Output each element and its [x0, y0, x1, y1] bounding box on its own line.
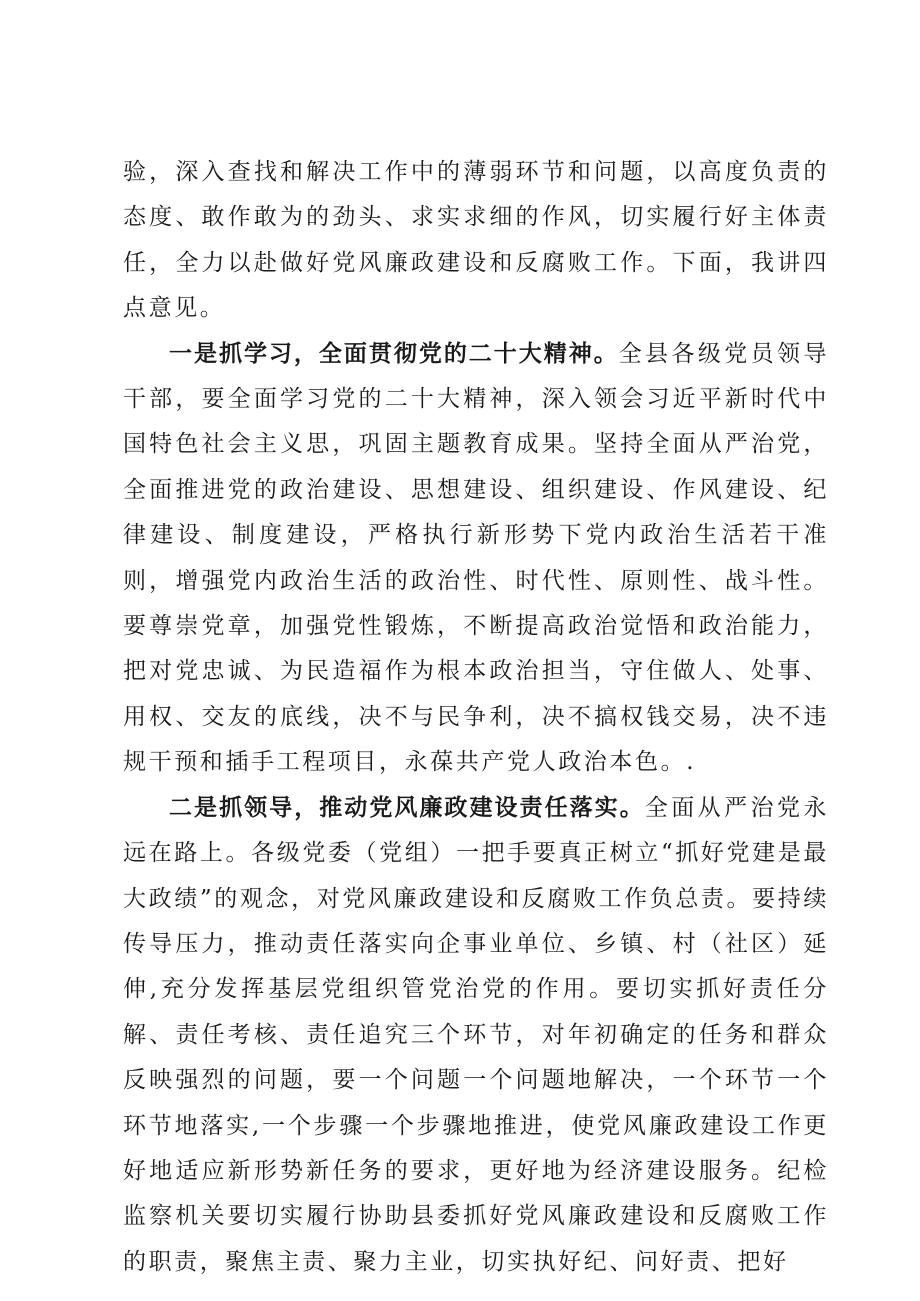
paragraph-text: 全面从严治党永远在路上。各级党委（党组）一把手要真正树立“抓好党建是最大政绩”的观念，对党风廉政建设和反腐败工作负总责。要持续传导压力，推动责任落实向企事业单位、乡镇、村（社区）延伸,充分发挥基层党组织管党治党的作用。要切实抓好责任分解、责任考核、责任追究三个环节，对年初确定的任务和群众反映强烈的问题，要一个问题一个问题地解决，一个环节一个环节地落实,一个步骤一个步骤地推进，使党风廉政建设工作更好地适应新形势新任务的要求，更好地为经济建设服务。纪检监察机关要切实履行协助县委抓好党风廉政建设和反腐败工作的职责，聚焦主责、聚力主业，切实执好纪、问好责、把好 — [123, 794, 829, 1275]
paragraph-text: 验，深入查找和解决工作中的薄弱环节和问题，以高度负责的态度、敢作敢为的劲头、求实求细的作风，切实履行好主体责任，全力以赴做好党风廉政建设和反腐败工作。下面，我讲四点意见。 — [123, 159, 829, 322]
paragraph-leadership — [123, 786, 829, 1285]
paragraph-text: 全县各级党员领导干部，要全面学习党的二十大精神，深入领会习近平新时代中国特色社会主义思，巩固主题教育成果。坚持全面从严治党，全面推进党的政治建设、思想建设、组织建设、作风建设、纪律建设、制度建设，严格执行新形势下党内政治生活若干准则，增强党内政治生活的政治性、时代性、原则性、战斗性。要尊崇党章，加强党性锻炼，不断提高政治觉悟和政治能力，把对党忠诚、为民造福作为根本政治担当，守住做人、处事、用权、交友的底线，决不与民争利，决不搞权钱交易，决不违规干预和插手工程项目，永葆共产党人政治本色。. — [123, 340, 829, 776]
paragraph-heading: 二是抓领导，推动党风廉政建设责任落实。 — [169, 794, 645, 821]
paragraph-study — [123, 332, 829, 786]
document-body — [123, 150, 829, 1285]
paragraph-continuation — [123, 150, 829, 332]
paragraph-heading: 一是抓学习，全面贯彻党的二十大精神。 — [169, 340, 619, 367]
